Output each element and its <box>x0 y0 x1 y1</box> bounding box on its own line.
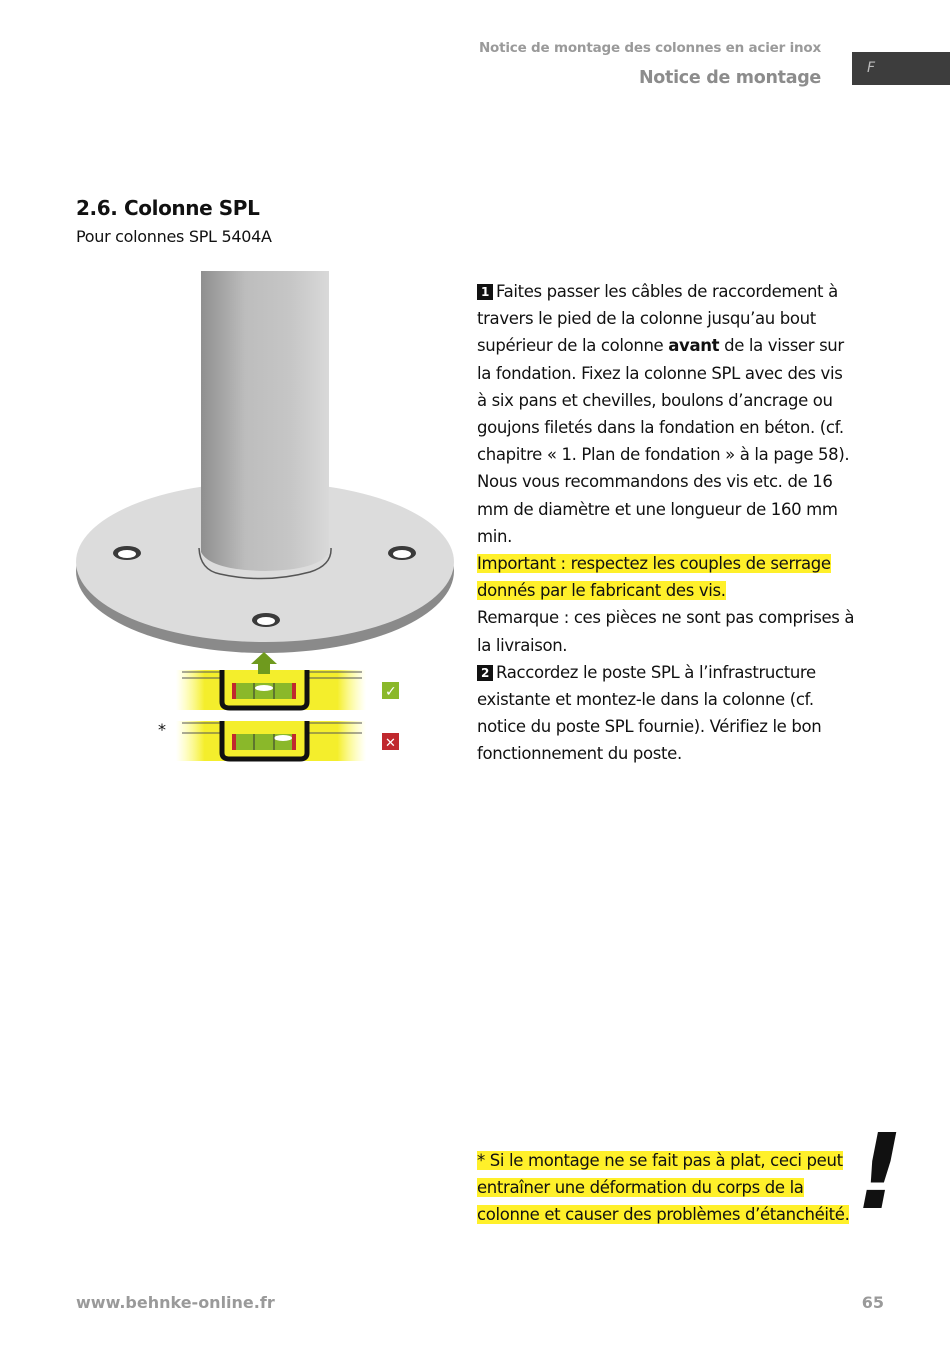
step-1-bold: avant <box>668 336 720 356</box>
warning-note-line-1: * Si le montage ne se fait pas à plat, ceci peut <box>477 1151 843 1170</box>
section-subtitle: Pour colonnes SPL 5404A <box>76 227 272 246</box>
document-subtitle: Notice de montage des colonnes en acier inox <box>478 40 821 56</box>
cross-icon <box>382 733 399 751</box>
page-number: 65 <box>861 1293 884 1312</box>
cross-icon-glyph: ✕ <box>385 736 396 751</box>
exclamation-icon: ! <box>856 1111 904 1233</box>
warning-note-line-2: entraîner une déformation du corps de la <box>477 1178 804 1198</box>
document-title: Notice de montage <box>638 68 821 88</box>
check-icon <box>382 682 399 700</box>
step-1-number: 1 <box>477 284 493 300</box>
column-pole <box>201 271 329 571</box>
section-title: 2.6. Colonne SPL <box>76 196 260 220</box>
step-1-remark: Remarque : ces pièces ne sont pas comprises à la livraison. <box>477 608 855 655</box>
warning-note <box>477 1147 857 1229</box>
step-1-text-b: de la visser sur la fondation. Fixez la colonne SPL avec des vis à six pans et chevilles, boulons d’ancrage ou goujons filetés dans la fondation en béton. (cf. chapitre « 1. Plan de fondation » à la page 58). Nous vous recommandons des vis etc. de 16 mm de diamètre et une longueur de 160 mm min. <box>477 336 850 546</box>
check-icon-glyph: ✓ <box>385 684 397 700</box>
spirit-level-incorrect <box>176 721 366 761</box>
step-1-important-line-1: Important : respectez les couples de serrage <box>477 554 831 574</box>
step-1-text-a: Faites passer les câbles de raccordement à travers le pied de la colonne jusqu’au bout supérieur de la colonne <box>477 282 838 356</box>
language-tab-label: F <box>867 60 876 76</box>
step-1 <box>477 278 857 659</box>
step-2-text: Raccordez le poste SPL à l’infrastructure existante et montez-le dans la colonne (cf. notice du poste SPL fournie). Vérifiez le bon fonctionnement du poste. <box>477 662 822 764</box>
instructions <box>477 278 857 768</box>
footer-url: www.behnke-online.fr <box>76 1293 275 1312</box>
step-2 <box>477 659 857 768</box>
step-1-important-line-2: donnés par le fabricant des vis. <box>477 581 726 601</box>
spirit-level-correct <box>176 652 366 710</box>
asterisk-marker: * <box>158 720 166 739</box>
warning-note-line-3: colonne et causer des problèmes d’étanchéité. <box>477 1205 850 1225</box>
step-2-number: 2 <box>477 665 493 681</box>
